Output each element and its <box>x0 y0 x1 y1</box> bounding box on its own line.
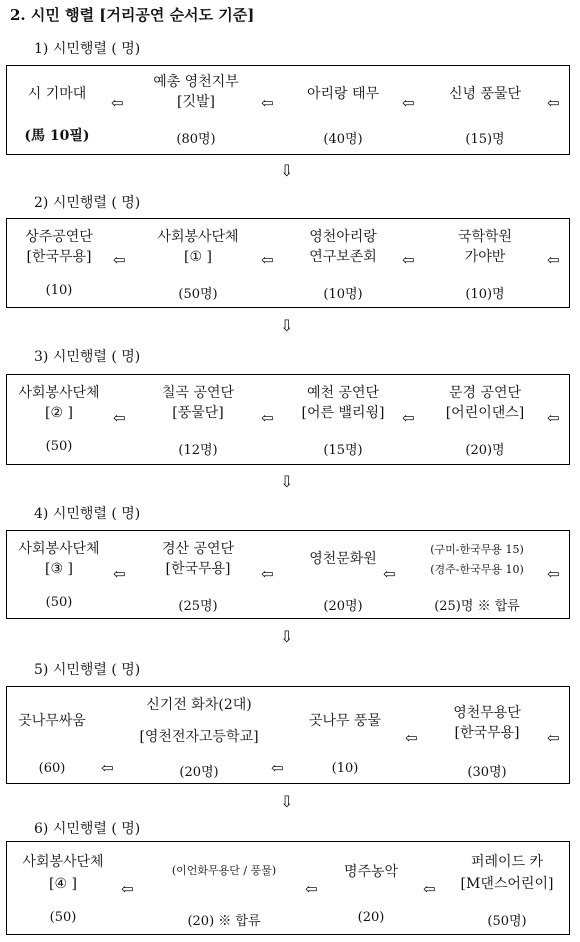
unit-6-2-name: (이언화무용단 / 풍물) <box>171 864 277 877</box>
unit-6-2-count: (20) ※ 합류 <box>187 914 261 929</box>
unit-5-1-count: (60) <box>38 761 66 776</box>
unit-2-1-name: 상주공연단 <box>25 229 93 245</box>
unit-2-4-sub: 가야반 <box>464 249 506 265</box>
left-arrow-icon: ⇦ <box>547 94 560 112</box>
unit-3-2-count: (12명) <box>178 443 218 458</box>
unit-1-1-count: (馬 10필) <box>24 128 90 144</box>
unit-6-3-count: (20) <box>357 910 385 925</box>
unit-1-2-count: (80명) <box>176 132 216 147</box>
section-4-box <box>6 530 570 619</box>
section-2-box <box>6 218 570 308</box>
document-title: 2. 시민 행렬 [거리공연 순서도 기준] <box>10 6 255 24</box>
unit-3-3-sub: [어른 밸리윙] <box>301 405 385 421</box>
unit-2-4-name: 국학학원 <box>457 229 513 245</box>
unit-3-4-count: (20)명 <box>465 443 505 458</box>
unit-3-2-sub: [풍물단] <box>172 405 224 421</box>
unit-6-4-sub: [M댄스어린이] <box>460 876 554 892</box>
unit-2-2-name: 사회봉사단체 <box>157 229 239 245</box>
section-3-box <box>6 374 570 465</box>
left-arrow-icon: ⇦ <box>261 409 274 427</box>
unit-6-4-name: 퍼레이드 카 <box>470 854 544 870</box>
left-arrow-icon: ⇦ <box>101 759 114 777</box>
section-1-box <box>6 65 570 155</box>
unit-5-4-sub: [한국무용] <box>454 725 520 741</box>
unit-3-1-sub: [② ] <box>45 405 73 421</box>
left-arrow-icon: ⇦ <box>423 880 436 898</box>
section-3-label: 3) 시민행렬 ( 명) <box>34 349 141 365</box>
unit-4-3-count: (20명) <box>323 599 363 614</box>
unit-4-2-name: 경산 공연단 <box>161 541 235 557</box>
down-arrow-icon: ⇩ <box>280 472 294 491</box>
unit-3-4-name: 문경 공연단 <box>448 385 522 401</box>
unit-4-1-sub: [③ ] <box>45 561 73 577</box>
unit-4-1-name: 사회봉사단체 <box>18 541 100 557</box>
unit-2-3-sub: 연구보존회 <box>309 249 377 265</box>
unit-5-3-name: 곳나무 풍물 <box>308 713 382 729</box>
unit-3-3-count: (15명) <box>323 443 363 458</box>
unit-4-2-count: (25명) <box>178 599 218 614</box>
unit-1-2-name: 예총 영천지부 <box>153 74 239 90</box>
left-arrow-icon: ⇦ <box>113 409 126 427</box>
unit-5-1-name: 곳나무싸움 <box>18 713 86 729</box>
section-1-label: 1) 시민행렬 ( 명) <box>34 41 141 57</box>
section-2-label: 2) 시민행렬 ( 명) <box>34 195 141 211</box>
unit-6-1-count: (50) <box>49 910 77 925</box>
left-arrow-icon: ⇦ <box>547 729 560 747</box>
unit-6-3-name: 명주농악 <box>343 864 399 880</box>
unit-6-4-count: (50명) <box>487 914 527 929</box>
unit-2-2-sub: [① ] <box>184 249 212 265</box>
left-arrow-icon: ⇦ <box>402 409 415 427</box>
left-arrow-icon: ⇦ <box>261 94 274 112</box>
unit-3-1-count: (50) <box>45 439 73 454</box>
left-arrow-icon: ⇦ <box>261 565 274 583</box>
unit-4-3-name: 영천문화원 <box>309 551 377 567</box>
unit-5-2-name: 신기전 화차(2대) <box>146 697 252 713</box>
unit-1-3-count: (40명) <box>323 132 363 147</box>
unit-1-3-name: 아리랑 태무 <box>306 86 380 102</box>
unit-5-4-name: 영천무용단 <box>453 705 521 721</box>
unit-5-2-count: (20명) <box>179 765 219 780</box>
left-arrow-icon: ⇦ <box>547 565 560 583</box>
left-arrow-icon: ⇦ <box>383 565 396 583</box>
section-4-label: 4) 시민행렬 ( 명) <box>34 506 141 522</box>
down-arrow-icon: ⇩ <box>280 792 294 811</box>
section-5-box <box>6 686 570 784</box>
left-arrow-icon: ⇦ <box>402 251 415 269</box>
section-5-label: 5) 시민행렬 ( 명) <box>34 662 141 678</box>
section-6-box <box>6 841 570 935</box>
left-arrow-icon: ⇦ <box>261 251 274 269</box>
unit-1-4-name: 신녕 풍물단 <box>448 86 522 102</box>
down-arrow-icon: ⇩ <box>280 316 294 335</box>
unit-2-4-count: (10)명 <box>465 287 505 302</box>
unit-3-1-name: 사회봉사단체 <box>18 385 100 401</box>
left-arrow-icon: ⇦ <box>111 94 124 112</box>
left-arrow-icon: ⇦ <box>271 759 284 777</box>
left-arrow-icon: ⇦ <box>305 880 318 898</box>
left-arrow-icon: ⇦ <box>113 565 126 583</box>
down-arrow-icon: ⇩ <box>280 627 294 646</box>
unit-4-4-name: (구미-한국무용 15) <box>430 543 524 556</box>
unit-3-4-sub: [어린이댄스] <box>445 405 525 421</box>
unit-6-1-sub: [④ ] <box>49 876 77 892</box>
left-arrow-icon: ⇦ <box>547 251 560 269</box>
unit-4-2-sub: [한국무용] <box>165 561 231 577</box>
down-arrow-icon: ⇩ <box>280 161 294 180</box>
unit-2-1-count: (10) <box>45 283 73 298</box>
left-arrow-icon: ⇦ <box>547 409 560 427</box>
unit-1-4-count: (15)명 <box>465 132 505 147</box>
unit-2-2-count: (50명) <box>178 287 218 302</box>
unit-2-3-name: 영천아리랑 <box>309 229 377 245</box>
unit-2-1-sub: [한국무용] <box>26 249 92 265</box>
left-arrow-icon: ⇦ <box>121 880 134 898</box>
left-arrow-icon: ⇦ <box>113 251 126 269</box>
unit-5-2-sub: [영천전자고등학교] <box>139 729 259 745</box>
unit-1-2-sub: [깃발] <box>177 94 215 110</box>
left-arrow-icon: ⇦ <box>405 729 418 747</box>
unit-5-3-count: (10) <box>331 761 359 776</box>
unit-1-1-name: 시 기마대 <box>27 86 87 102</box>
unit-5-4-count: (30명) <box>467 765 507 780</box>
unit-4-4-sub: (경주-한국무용 10) <box>430 563 524 576</box>
unit-4-4-count: (25)명 ※ 합류 <box>434 599 520 614</box>
section-6-label: 6) 시민행렬 ( 명) <box>34 821 141 837</box>
unit-2-3-count: (10명) <box>323 287 363 302</box>
unit-6-1-name: 사회봉사단체 <box>22 854 104 870</box>
unit-4-1-count: (50) <box>45 595 73 610</box>
unit-3-3-name: 예천 공연단 <box>306 385 380 401</box>
left-arrow-icon: ⇦ <box>402 94 415 112</box>
unit-3-2-name: 칠곡 공연단 <box>161 385 235 401</box>
